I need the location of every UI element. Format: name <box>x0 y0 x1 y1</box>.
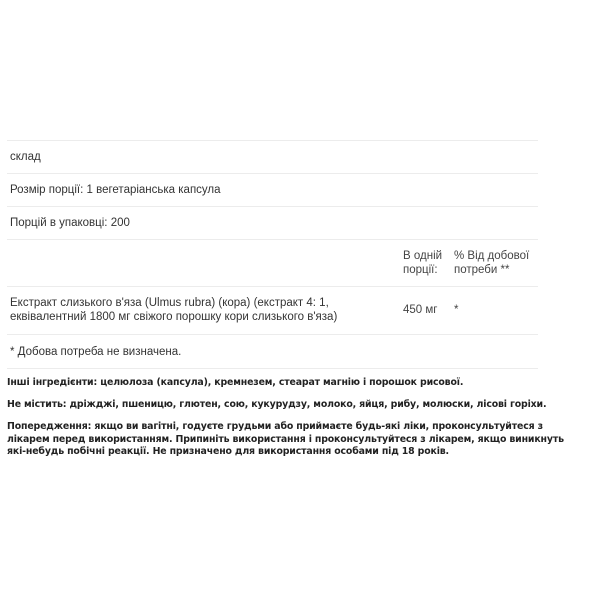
product-notes <box>7 377 577 468</box>
ingredient-row <box>7 286 538 334</box>
supplement-facts-table <box>7 140 538 369</box>
servings-per-container: Порцій в упаковці: 200 <box>10 217 130 229</box>
ingredient-daily-value: * <box>454 304 459 316</box>
ingredient-amount: 450 мг <box>403 304 438 316</box>
ingredient-name: Екстракт слизького в'яза (Ulmus rubra) (кора) (екстракт 4: 1, еквівалентний 1800 мг свіжого порошку кори слизького в'яза) <box>10 297 338 323</box>
footnote: * Добова потреба не визначена. <box>10 345 182 358</box>
other-ingredients: Інші інгредієнти: целюлоза (капсула), кремнезем, стеарат магнію і порошок рисової. <box>7 377 464 388</box>
header-daily-value: % Від добової потреби ** <box>454 250 530 276</box>
footnote-row <box>7 334 538 369</box>
serving-size: Розмір порції: 1 вегетаріанська капсула <box>10 184 221 196</box>
servings-per-container-row <box>7 206 538 239</box>
does-not-contain: Не містить: дріжджі, пшеницю, глютен, сою, кукурудзу, молоко, яйця, рибу, молюски, лісові горіхи. <box>7 399 547 411</box>
facts-header-row <box>7 239 538 286</box>
header-amount-per-serving: В одній порції: <box>403 250 443 276</box>
facts-title: склад <box>10 151 41 163</box>
facts-title-row <box>7 140 538 173</box>
warnings: Попередження: якщо ви вагітні, годуєте грудьми або приймаєте будь-які ліки, проконсультуйтеся з лікарем перед використанням. Припиніть використання і проконсультуйтеся з лікарем, якщо виникнуть які-небудь побічні реакції. Не призначено для використання особами під 18 років. <box>7 421 564 457</box>
serving-size-row <box>7 173 538 206</box>
